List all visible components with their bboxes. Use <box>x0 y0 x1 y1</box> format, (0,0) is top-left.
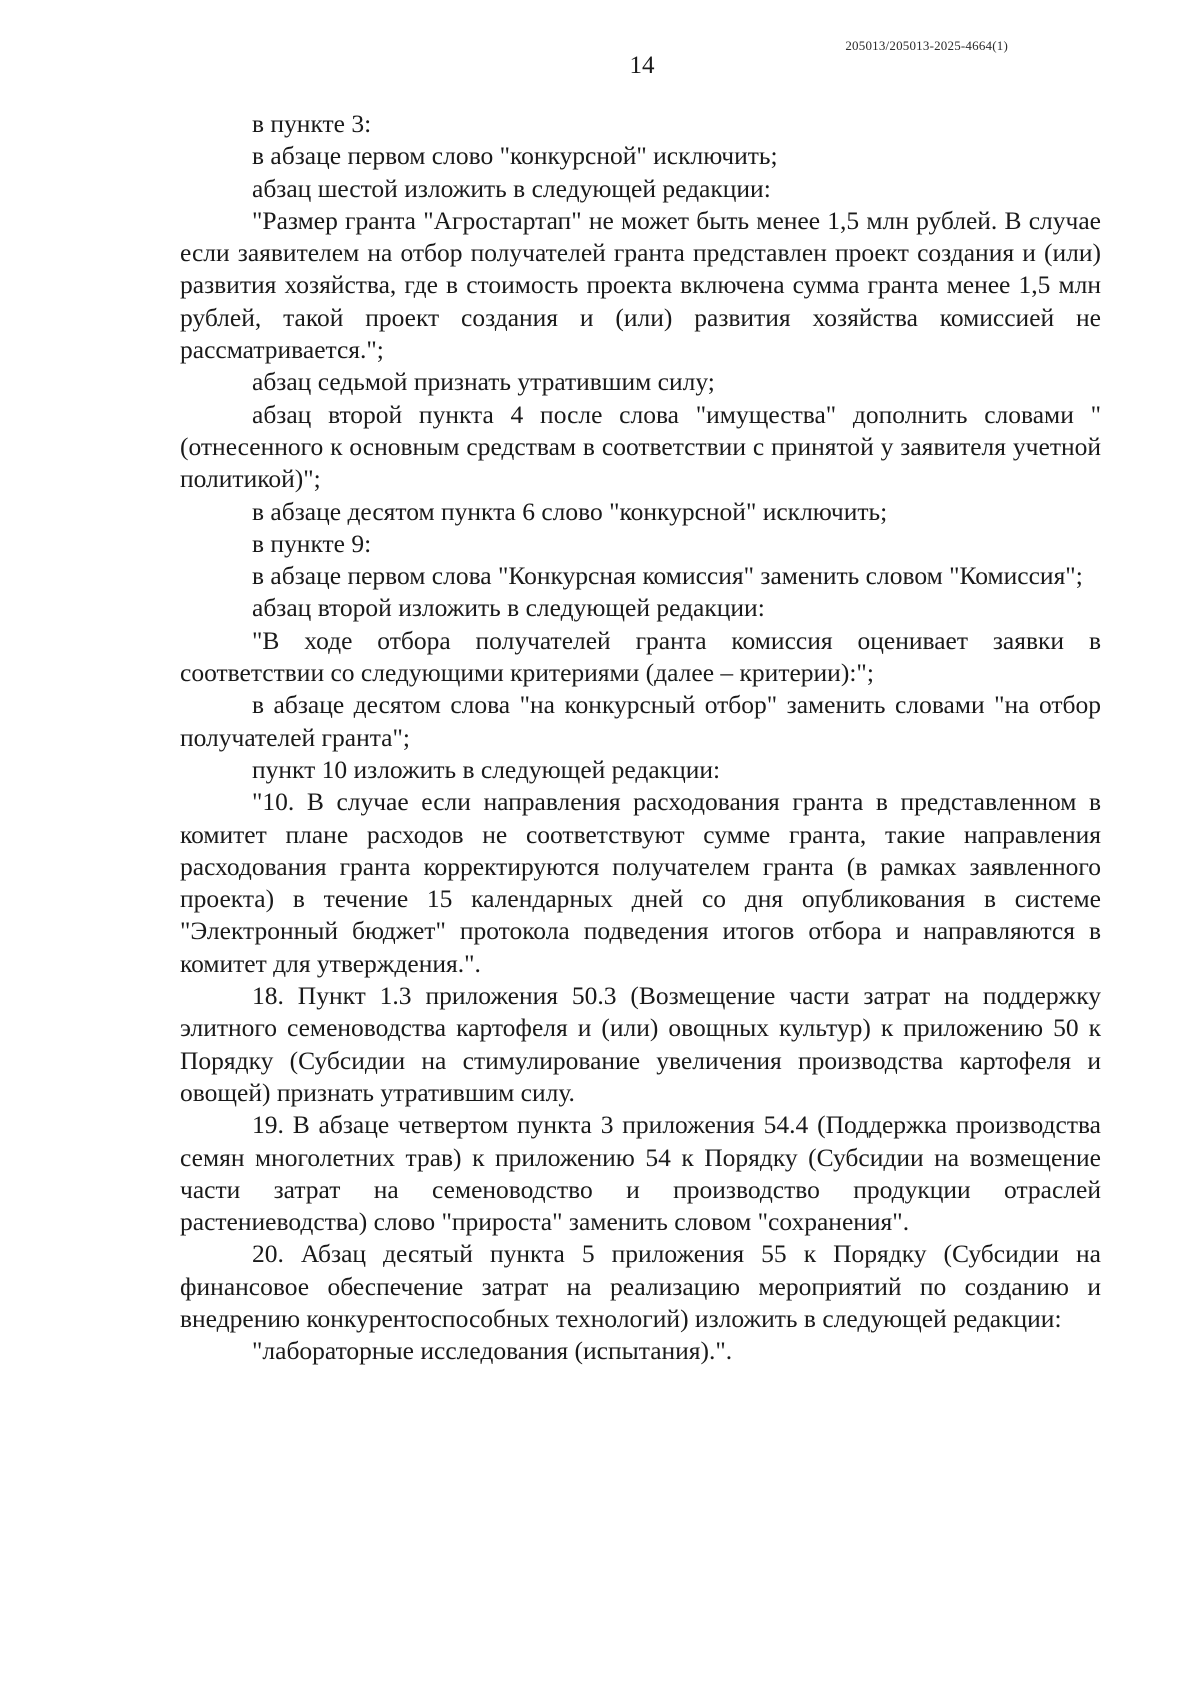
paragraph-4: "Размер гранта "Агростартап" не может быть менее 1,5 млн рублей. В случае если заявителем на отбор получателей гранта представлен проект создания и (или) развития хозяйства, где в стоимость проекта включена сумма гранта менее 1,5 млн рублей, такой проект создания и (или) развития хозяйства комиссией не рассматривается."; <box>180 205 1101 365</box>
paragraph-7: в абзаце десятом пункта 6 слово "конкурсной" исключить; <box>252 496 888 526</box>
paragraph-5: абзац седьмой признать утратившим силу; <box>252 367 715 397</box>
paragraph-2: в абзаце первом слово "конкурсной" исключить; <box>252 141 778 171</box>
paragraph-1: в пункте 3: <box>252 109 372 138</box>
paragraph-6: абзац второй пункта 4 после слова "имущества" дополнить словами "(отнесенного к основным средствам в соответствии с принятой у заявителя учетной политикой)"; <box>180 399 1101 494</box>
paragraph-13: пункт 10 изложить в следующей редакции: <box>252 754 721 784</box>
paragraph-18: "лабораторные исследования (испытания).". <box>252 1336 733 1366</box>
paragraph-9: в абзаце первом слова "Конкурсная комиссия" заменить словом "Комиссия"; <box>252 561 1083 591</box>
paragraph-3: абзац шестой изложить в следующей редакции: <box>252 173 771 203</box>
paragraph-14: "10. В случае если направления расходования гранта в представленном в комитет плане расходов не соответствуют сумме гранта, такие направления расходования гранта корректируются получателем гранта (в рамках заявленного проекта) в течение 15 календарных дней со дня опубликования в системе "Электронный бюджет" протокола подведения итогов отбора и направляются в комитет для утверждения.". <box>180 787 1101 978</box>
paragraph-17: 20. Абзац десятый пункта 5 приложения 55 к Порядку (Субсидии на финансовое обеспечение затрат на реализацию мероприятий по созданию и внедрению конкурентоспособных технологий) изложить в следующей редакции: <box>180 1239 1101 1333</box>
paragraph-15: 18. Пункт 1.3 приложения 50.3 (Возмещение части затрат на поддержку элитного семеноводства картофеля и (или) овощных культур) к приложению 50 к Порядку (Субсидии на стимулирование увеличения производства картофеля и овощей) признать утратившим силу. <box>180 981 1101 1107</box>
paragraph-8: в пункте 9: <box>252 528 372 558</box>
paragraph-12: в абзаце десятом слова "на конкурсный отбор" заменить словами "на отбор получателей гранта"; <box>180 690 1101 752</box>
document-body <box>180 108 1101 1368</box>
paragraph-16: 19. В абзаце четвертом пункта 3 приложения 54.4 (Поддержка производства семян многолетних трав) к приложению 54 к Порядку (Субсидии на возмещение части затрат на семеноводство и производство продукции отраслей растениеводства) слово "прироста" заменить словом "сохранения". <box>180 1110 1101 1237</box>
page-number: 14 <box>629 52 655 79</box>
paragraph-11: "В ходе отбора получателей гранта комиссия оценивает заявки в соответствии со следующими критериями (далее – критерии):"; <box>180 625 1101 688</box>
document-registration-number: 205013/205013-2025-4664(1) <box>845 38 1008 53</box>
paragraph-10: абзац второй изложить в следующей редакции: <box>252 593 765 623</box>
